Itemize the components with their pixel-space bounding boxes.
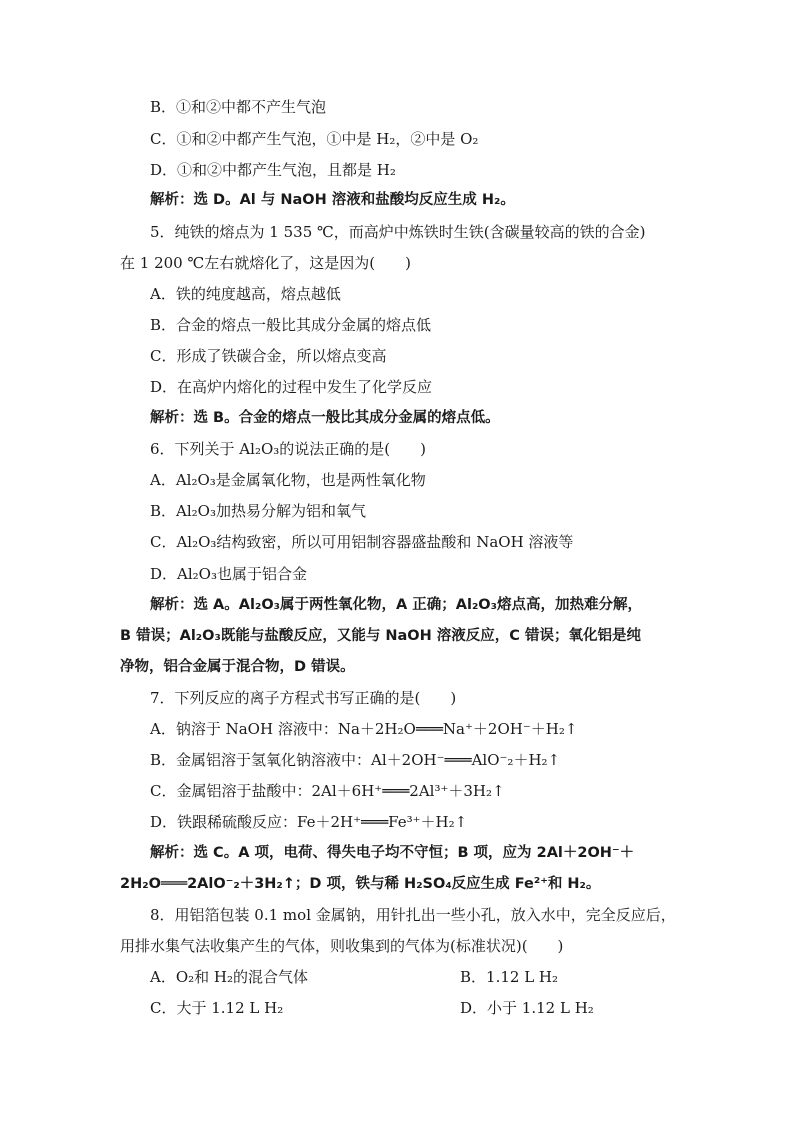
answer-q4: 解析：选 D。Al 与 NaOH 溶液和盐酸均反应生成 H₂。 (150, 192, 515, 208)
option-b-q5: B．合金的熔点一般比其成分金属的熔点低 (150, 316, 432, 334)
option-d-q8: D．小于 1.12 L H₂ (460, 999, 594, 1017)
option-d-q4: D．①和②中都产生气泡，且都是 H₂ (150, 161, 396, 179)
question-5: 5．纯铁的熔点为 1 535 ℃，而高炉中炼铁时生铁(含碳量较高的铁的合金) (150, 223, 646, 241)
option-b-q6: B．Al₂O₃加热易分解为铝和氧气 (150, 502, 366, 520)
answer-q6-cont1: B 错误；Al₂O₃既能与盐酸反应，又能与 NaOH 溶液反应，C 错误；氧化铝是纯 (120, 628, 641, 644)
option-c-q8: C．大于 1.12 L H₂ (150, 999, 284, 1017)
option-d-q7: D．铁跟稀硫酸反应：Fe＋2H⁺═══Fe³⁺＋H₂↑ (150, 813, 468, 831)
question-7: 7．下列反应的离子方程式书写正确的是( ) (150, 689, 457, 707)
option-b-q7: B．金属铝溶于氢氧化钠溶液中：Al＋2OH⁻═══AlO⁻₂＋H₂↑ (150, 751, 561, 769)
question-6: 6．下列关于 Al₂O₃的说法正确的是( ) (150, 440, 426, 458)
option-a-q8: A．O₂和 H₂的混合气体 (150, 968, 309, 986)
answer-q7-cont: 2H₂O═══2AlO⁻₂＋3H₂↑；D 项，铁与稀 H₂SO₄反应生成 Fe²⁺和 H₂。 (120, 876, 601, 892)
question-8: 8．用铝箔包装 0.1 mol 金属钠，用针扎出一些小孔，放入水中，完全反应后， (150, 906, 676, 924)
option-a-q6: A．Al₂O₃是金属氧化物，也是两性氧化物 (150, 471, 426, 489)
option-d-q6: D．Al₂O₃也属于铝合金 (150, 565, 307, 583)
question-8-cont: 用排水集气法收集产生的气体，则收集到的气体为(标准状况)( ) (120, 937, 564, 955)
option-b-q4: B．①和②中都不产生气泡 (150, 98, 327, 116)
option-c-q5: C．形成了铁碳合金，所以熔点变高 (150, 347, 387, 365)
answer-q5: 解析：选 B。合金的熔点一般比其成分金属的熔点低。 (150, 410, 500, 426)
option-c-q4: C．①和②中都产生气泡，①中是 H₂，②中是 O₂ (150, 130, 479, 148)
option-b-q8: B．1.12 L H₂ (460, 968, 559, 986)
option-d-q5: D．在高炉内熔化的过程中发生了化学反应 (150, 378, 433, 396)
answer-q7: 解析：选 C。A 项，电荷、得失电子均不守恒；B 项，应为 2Al＋2OH⁻＋ (150, 845, 635, 861)
option-a-q7: A．钠溶于 NaOH 溶液中：Na＋2H₂O═══Na⁺＋2OH⁻＋H₂↑ (150, 720, 578, 738)
option-c-q6: C．Al₂O₃结构致密，所以可用铝制容器盛盐酸和 NaOH 溶液等 (150, 533, 574, 551)
option-c-q7: C．金属铝溶于盐酸中：2Al＋6H⁺═══2Al³⁺＋3H₂↑ (150, 782, 505, 800)
answer-q6-cont2: 净物，铝合金属于混合物，D 错误。 (120, 659, 355, 675)
answer-q6: 解析：选 A。Al₂O₃属于两性氧化物，A 正确；Al₂O₃熔点高，加热难分解， (150, 597, 642, 613)
question-5-cont: 在 1 200 ℃左右就熔化了，这是因为( ) (120, 254, 411, 272)
option-a-q5: A．铁的纯度越高，熔点越低 (150, 285, 341, 303)
